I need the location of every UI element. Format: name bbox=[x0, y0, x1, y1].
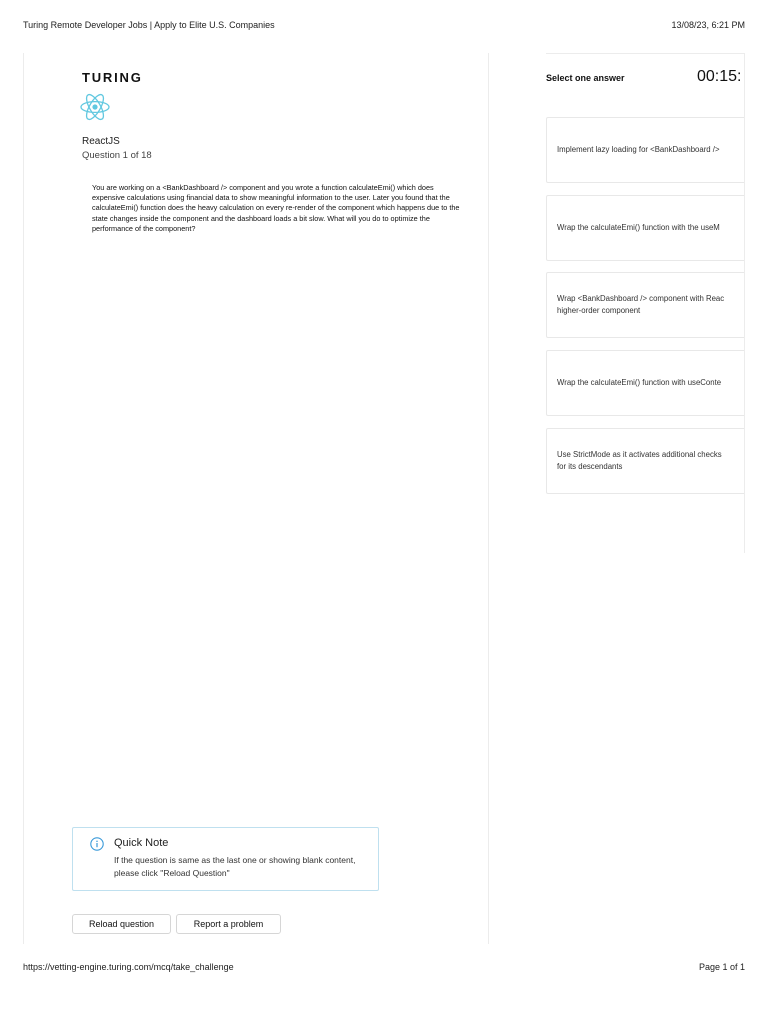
answer-option-label: Wrap the calculateEmi() function with useConte bbox=[557, 378, 722, 387]
print-page-title: Turing Remote Developer Jobs | Apply to Elite U.S. Companies bbox=[23, 20, 275, 30]
question-text: You are working on a <BankDashboard /> component and you wrote a function calculateEmi() which does expensive calculations using financial data to show meaningful information to the user. Later you found that the calculateEmi() function does the heavy calculation on every re-render of the component which happens due to the state changes inside the component and the dashboard loads a bit slow. What will you do to optimize the performance of the component? bbox=[92, 183, 460, 233]
question-topic: ReactJS bbox=[82, 136, 120, 147]
countdown-timer: 00:15: bbox=[697, 68, 742, 85]
turing-logo: TURING bbox=[82, 70, 143, 85]
answer-option-3[interactable] bbox=[546, 272, 745, 338]
question-panel bbox=[23, 53, 489, 944]
react-icon bbox=[79, 91, 111, 123]
reload-question-button[interactable]: Reload question bbox=[72, 914, 171, 934]
answer-option-1[interactable] bbox=[546, 117, 745, 183]
answer-option-label: Wrap <BankDashboard /> component with Reac higher-order component bbox=[557, 294, 725, 315]
answer-option-label: Wrap the calculateEmi() function with the useM bbox=[557, 223, 720, 232]
info-icon bbox=[90, 837, 104, 851]
print-page-number: Page 1 of 1 bbox=[698, 962, 745, 972]
select-one-answer-label: Select one answer bbox=[546, 73, 625, 83]
question-counter: Question 1 of 18 bbox=[82, 150, 152, 161]
answer-option-2[interactable] bbox=[546, 195, 745, 261]
answer-option-4[interactable] bbox=[546, 350, 745, 416]
quick-note bbox=[72, 827, 379, 891]
print-datetime: 13/08/23, 6:21 PM bbox=[671, 20, 745, 30]
answer-panel bbox=[546, 53, 745, 553]
answer-option-label: Use StrictMode as it activates additional checks for its descendants bbox=[557, 450, 722, 471]
report-problem-button[interactable]: Report a problem bbox=[176, 914, 281, 934]
answer-option-label: Implement lazy loading for <BankDashboard /> bbox=[557, 145, 720, 154]
print-url: https://vetting-engine.turing.com/mcq/take_challenge bbox=[23, 962, 234, 972]
answer-option-5[interactable] bbox=[546, 428, 745, 494]
quick-note-title: Quick Note bbox=[114, 837, 169, 849]
quick-note-body: If the question is same as the last one or showing blank content, please click "Reload Question" bbox=[114, 855, 356, 878]
